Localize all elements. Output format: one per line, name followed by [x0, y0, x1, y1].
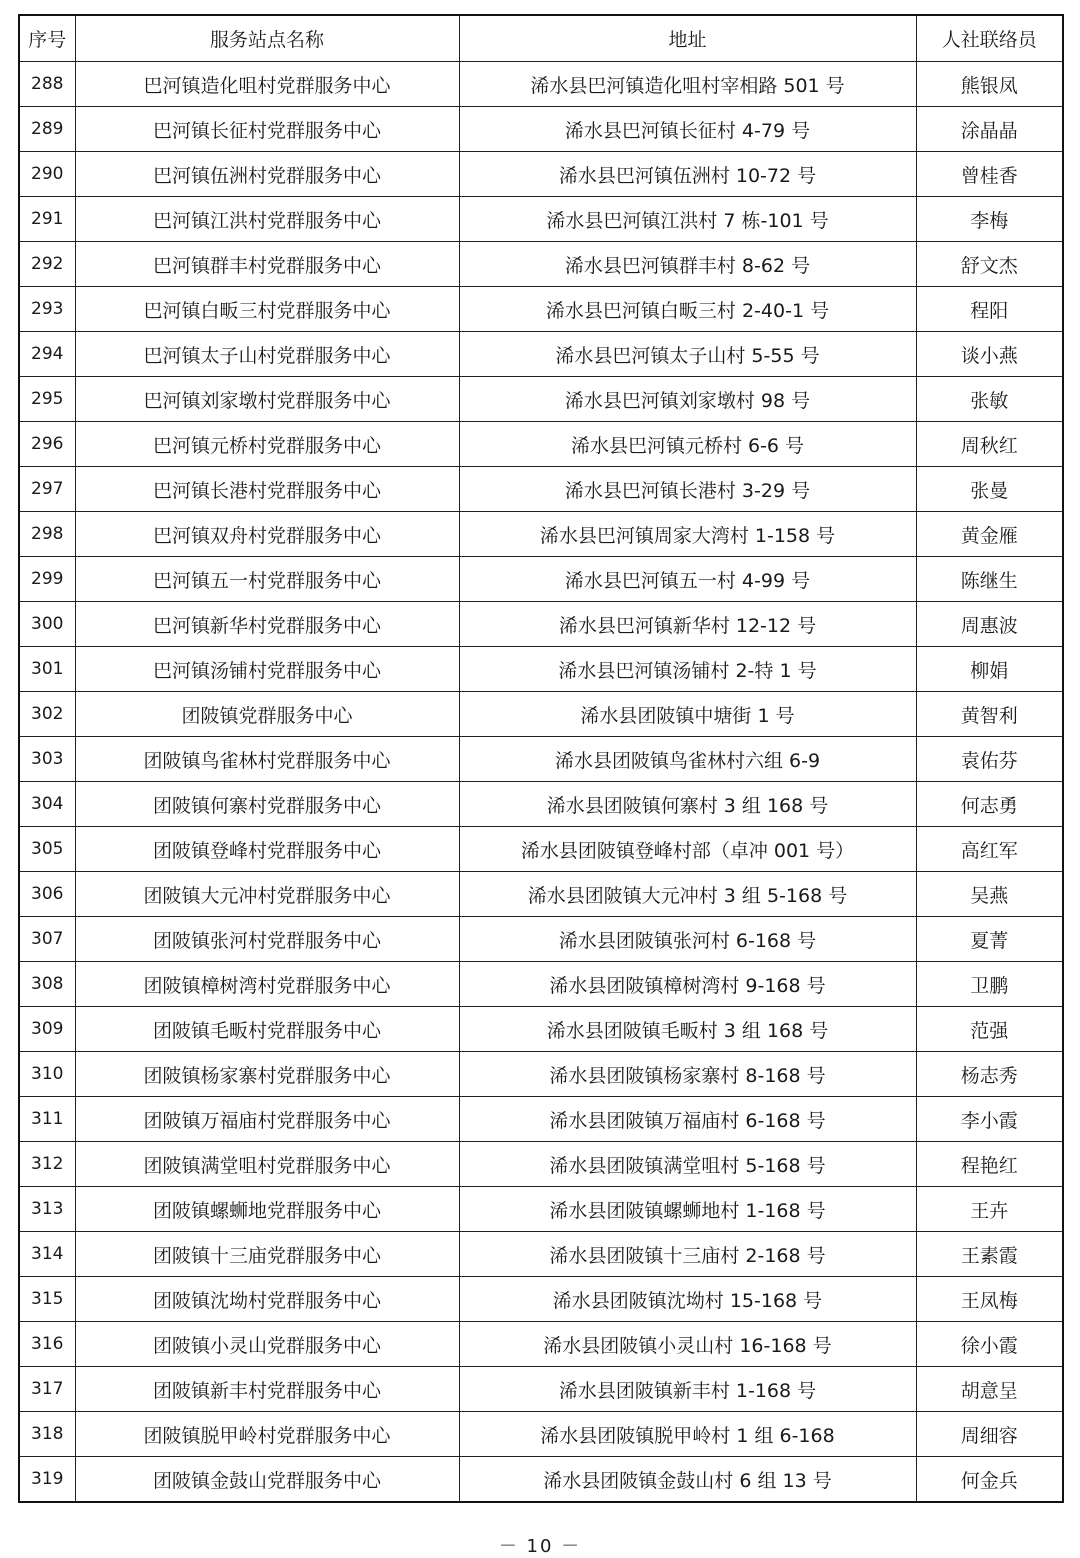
cell-contact: 涂晶晶	[916, 107, 1063, 152]
cell-no: 319	[19, 1457, 75, 1503]
cell-name: 巴河镇双舟村党群服务中心	[75, 512, 459, 557]
cell-contact: 程艳红	[916, 1142, 1063, 1187]
table-row	[19, 647, 1063, 692]
cell-address: 浠水县巴河镇元桥村 6-6 号	[459, 422, 916, 467]
cell-contact: 周细容	[916, 1412, 1063, 1457]
header-name: 服务站点名称	[75, 15, 459, 62]
cell-no: 295	[19, 377, 75, 422]
cell-address: 浠水县团陂镇新丰村 1-168 号	[459, 1367, 916, 1412]
cell-address: 浠水县团陂镇张河村 6-168 号	[459, 917, 916, 962]
cell-no: 303	[19, 737, 75, 782]
cell-no: 315	[19, 1277, 75, 1322]
table-row	[19, 872, 1063, 917]
header-no: 序号	[19, 15, 75, 62]
cell-no: 297	[19, 467, 75, 512]
cell-no: 311	[19, 1097, 75, 1142]
cell-name: 巴河镇群丰村党群服务中心	[75, 242, 459, 287]
cell-no: 299	[19, 557, 75, 602]
cell-name: 巴河镇刘家墩村党群服务中心	[75, 377, 459, 422]
cell-name: 团陂镇党群服务中心	[75, 692, 459, 737]
table-row	[19, 1367, 1063, 1412]
cell-contact: 吴燕	[916, 872, 1063, 917]
cell-name: 团陂镇万福庙村党群服务中心	[75, 1097, 459, 1142]
cell-name: 团陂镇樟树湾村党群服务中心	[75, 962, 459, 1007]
cell-address: 浠水县巴河镇群丰村 8-62 号	[459, 242, 916, 287]
table-row	[19, 1142, 1063, 1187]
cell-no: 318	[19, 1412, 75, 1457]
cell-name: 团陂镇脱甲岭村党群服务中心	[75, 1412, 459, 1457]
cell-no: 314	[19, 1232, 75, 1277]
cell-contact: 曾桂香	[916, 152, 1063, 197]
cell-address: 浠水县团陂镇登峰村部（卓冲 001 号）	[459, 827, 916, 872]
cell-name: 巴河镇伍洲村党群服务中心	[75, 152, 459, 197]
cell-contact: 何金兵	[916, 1457, 1063, 1503]
table-row	[19, 332, 1063, 377]
cell-contact: 周惠波	[916, 602, 1063, 647]
table-row	[19, 557, 1063, 602]
table-row	[19, 782, 1063, 827]
table-body	[19, 62, 1063, 1503]
cell-address: 浠水县团陂镇小灵山村 16-168 号	[459, 1322, 916, 1367]
cell-contact: 王凤梅	[916, 1277, 1063, 1322]
cell-contact: 徐小霞	[916, 1322, 1063, 1367]
cell-contact: 王素霞	[916, 1232, 1063, 1277]
cell-no: 291	[19, 197, 75, 242]
cell-address: 浠水县团陂镇万福庙村 6-168 号	[459, 1097, 916, 1142]
header-row	[19, 15, 1063, 62]
cell-address: 浠水县巴河镇江洪村 7 栋-101 号	[459, 197, 916, 242]
cell-name: 巴河镇元桥村党群服务中心	[75, 422, 459, 467]
cell-address: 浠水县巴河镇汤铺村 2-特 1 号	[459, 647, 916, 692]
table-row	[19, 1322, 1063, 1367]
cell-name: 团陂镇金鼓山党群服务中心	[75, 1457, 459, 1503]
cell-name: 团陂镇满堂咀村党群服务中心	[75, 1142, 459, 1187]
cell-address: 浠水县团陂镇螺蛳地村 1-168 号	[459, 1187, 916, 1232]
cell-contact: 张敏	[916, 377, 1063, 422]
cell-contact: 陈继生	[916, 557, 1063, 602]
table-row	[19, 197, 1063, 242]
cell-name: 巴河镇新华村党群服务中心	[75, 602, 459, 647]
table-row	[19, 737, 1063, 782]
cell-no: 305	[19, 827, 75, 872]
table-row	[19, 1097, 1063, 1142]
cell-no: 301	[19, 647, 75, 692]
table-row	[19, 1007, 1063, 1052]
cell-name: 团陂镇毛畈村党群服务中心	[75, 1007, 459, 1052]
cell-no: 310	[19, 1052, 75, 1097]
cell-no: 294	[19, 332, 75, 377]
cell-address: 浠水县巴河镇造化咀村宰相路 501 号	[459, 62, 916, 107]
cell-name: 团陂镇新丰村党群服务中心	[75, 1367, 459, 1412]
cell-address: 浠水县巴河镇新华村 12-12 号	[459, 602, 916, 647]
table-row	[19, 242, 1063, 287]
cell-name: 团陂镇何寨村党群服务中心	[75, 782, 459, 827]
table-row	[19, 1232, 1063, 1277]
cell-address: 浠水县团陂镇杨家寨村 8-168 号	[459, 1052, 916, 1097]
cell-name: 巴河镇太子山村党群服务中心	[75, 332, 459, 377]
cell-contact: 高红军	[916, 827, 1063, 872]
cell-address: 浠水县团陂镇金鼓山村 6 组 13 号	[459, 1457, 916, 1503]
table-row	[19, 377, 1063, 422]
cell-address: 浠水县巴河镇五一村 4-99 号	[459, 557, 916, 602]
cell-no: 312	[19, 1142, 75, 1187]
cell-address: 浠水县巴河镇伍洲村 10-72 号	[459, 152, 916, 197]
cell-no: 290	[19, 152, 75, 197]
cell-name: 巴河镇长港村党群服务中心	[75, 467, 459, 512]
table-row	[19, 917, 1063, 962]
cell-contact: 黄金雁	[916, 512, 1063, 557]
cell-address: 浠水县巴河镇周家大湾村 1-158 号	[459, 512, 916, 557]
cell-address: 浠水县团陂镇樟树湾村 9-168 号	[459, 962, 916, 1007]
cell-name: 团陂镇十三庙党群服务中心	[75, 1232, 459, 1277]
table-row	[19, 962, 1063, 1007]
table-row	[19, 62, 1063, 107]
cell-name: 团陂镇螺蛳地党群服务中心	[75, 1187, 459, 1232]
cell-address: 浠水县团陂镇沈坳村 15-168 号	[459, 1277, 916, 1322]
table-row	[19, 1412, 1063, 1457]
cell-address: 浠水县团陂镇十三庙村 2-168 号	[459, 1232, 916, 1277]
cell-contact: 柳娟	[916, 647, 1063, 692]
table-row	[19, 1052, 1063, 1097]
cell-name: 巴河镇江洪村党群服务中心	[75, 197, 459, 242]
cell-name: 巴河镇汤铺村党群服务中心	[75, 647, 459, 692]
table-header	[19, 15, 1063, 62]
service-station-table	[18, 14, 1064, 1503]
cell-name: 巴河镇造化咀村党群服务中心	[75, 62, 459, 107]
cell-no: 292	[19, 242, 75, 287]
cell-contact: 卫鹏	[916, 962, 1063, 1007]
cell-no: 307	[19, 917, 75, 962]
cell-address: 浠水县团陂镇中塘街 1 号	[459, 692, 916, 737]
cell-contact: 舒文杰	[916, 242, 1063, 287]
table-row	[19, 827, 1063, 872]
table-row	[19, 422, 1063, 467]
service-station-table-wrapper	[18, 14, 1062, 1503]
cell-address: 浠水县巴河镇刘家墩村 98 号	[459, 377, 916, 422]
cell-name: 巴河镇长征村党群服务中心	[75, 107, 459, 152]
cell-name: 团陂镇小灵山党群服务中心	[75, 1322, 459, 1367]
cell-address: 浠水县团陂镇何寨村 3 组 168 号	[459, 782, 916, 827]
cell-address: 浠水县巴河镇太子山村 5-55 号	[459, 332, 916, 377]
cell-name: 团陂镇登峰村党群服务中心	[75, 827, 459, 872]
cell-no: 288	[19, 62, 75, 107]
cell-no: 300	[19, 602, 75, 647]
cell-no: 313	[19, 1187, 75, 1232]
cell-name: 团陂镇张河村党群服务中心	[75, 917, 459, 962]
cell-contact: 胡意呈	[916, 1367, 1063, 1412]
cell-no: 316	[19, 1322, 75, 1367]
cell-contact: 夏菁	[916, 917, 1063, 962]
table-row	[19, 692, 1063, 737]
cell-contact: 范强	[916, 1007, 1063, 1052]
cell-name: 巴河镇白畈三村党群服务中心	[75, 287, 459, 332]
table-row	[19, 152, 1063, 197]
cell-no: 317	[19, 1367, 75, 1412]
table-row	[19, 107, 1063, 152]
table-row	[19, 512, 1063, 557]
cell-no: 298	[19, 512, 75, 557]
cell-name: 团陂镇杨家寨村党群服务中心	[75, 1052, 459, 1097]
cell-contact: 王卉	[916, 1187, 1063, 1232]
cell-contact: 袁佑芬	[916, 737, 1063, 782]
cell-contact: 周秋红	[916, 422, 1063, 467]
cell-contact: 谈小燕	[916, 332, 1063, 377]
cell-address: 浠水县团陂镇脱甲岭村 1 组 6-168	[459, 1412, 916, 1457]
cell-no: 289	[19, 107, 75, 152]
cell-no: 293	[19, 287, 75, 332]
cell-name: 团陂镇沈坳村党群服务中心	[75, 1277, 459, 1322]
table-row	[19, 1187, 1063, 1232]
cell-no: 304	[19, 782, 75, 827]
cell-address: 浠水县团陂镇毛畈村 3 组 168 号	[459, 1007, 916, 1052]
cell-contact: 黄智利	[916, 692, 1063, 737]
cell-name: 团陂镇鸟雀林村党群服务中心	[75, 737, 459, 782]
table-row	[19, 287, 1063, 332]
cell-contact: 程阳	[916, 287, 1063, 332]
table-row	[19, 1457, 1063, 1503]
cell-contact: 李小霞	[916, 1097, 1063, 1142]
cell-no: 302	[19, 692, 75, 737]
cell-address: 浠水县团陂镇鸟雀林村六组 6-9	[459, 737, 916, 782]
cell-address: 浠水县团陂镇大元冲村 3 组 5-168 号	[459, 872, 916, 917]
header-contact: 人社联络员	[916, 15, 1063, 62]
cell-address: 浠水县巴河镇长征村 4-79 号	[459, 107, 916, 152]
table-row	[19, 602, 1063, 647]
cell-address: 浠水县巴河镇白畈三村 2-40-1 号	[459, 287, 916, 332]
cell-no: 296	[19, 422, 75, 467]
cell-name: 巴河镇五一村党群服务中心	[75, 557, 459, 602]
cell-no: 309	[19, 1007, 75, 1052]
cell-name: 团陂镇大元冲村党群服务中心	[75, 872, 459, 917]
table-row	[19, 467, 1063, 512]
cell-no: 308	[19, 962, 75, 1007]
header-address: 地址	[459, 15, 916, 62]
cell-contact: 张曼	[916, 467, 1063, 512]
page-number: － 10 －	[498, 1536, 582, 1557]
cell-contact: 何志勇	[916, 782, 1063, 827]
cell-contact: 熊银凤	[916, 62, 1063, 107]
cell-contact: 杨志秀	[916, 1052, 1063, 1097]
cell-contact: 李梅	[916, 197, 1063, 242]
cell-address: 浠水县巴河镇长港村 3-29 号	[459, 467, 916, 512]
cell-no: 306	[19, 872, 75, 917]
table-row	[19, 1277, 1063, 1322]
cell-address: 浠水县团陂镇满堂咀村 5-168 号	[459, 1142, 916, 1187]
